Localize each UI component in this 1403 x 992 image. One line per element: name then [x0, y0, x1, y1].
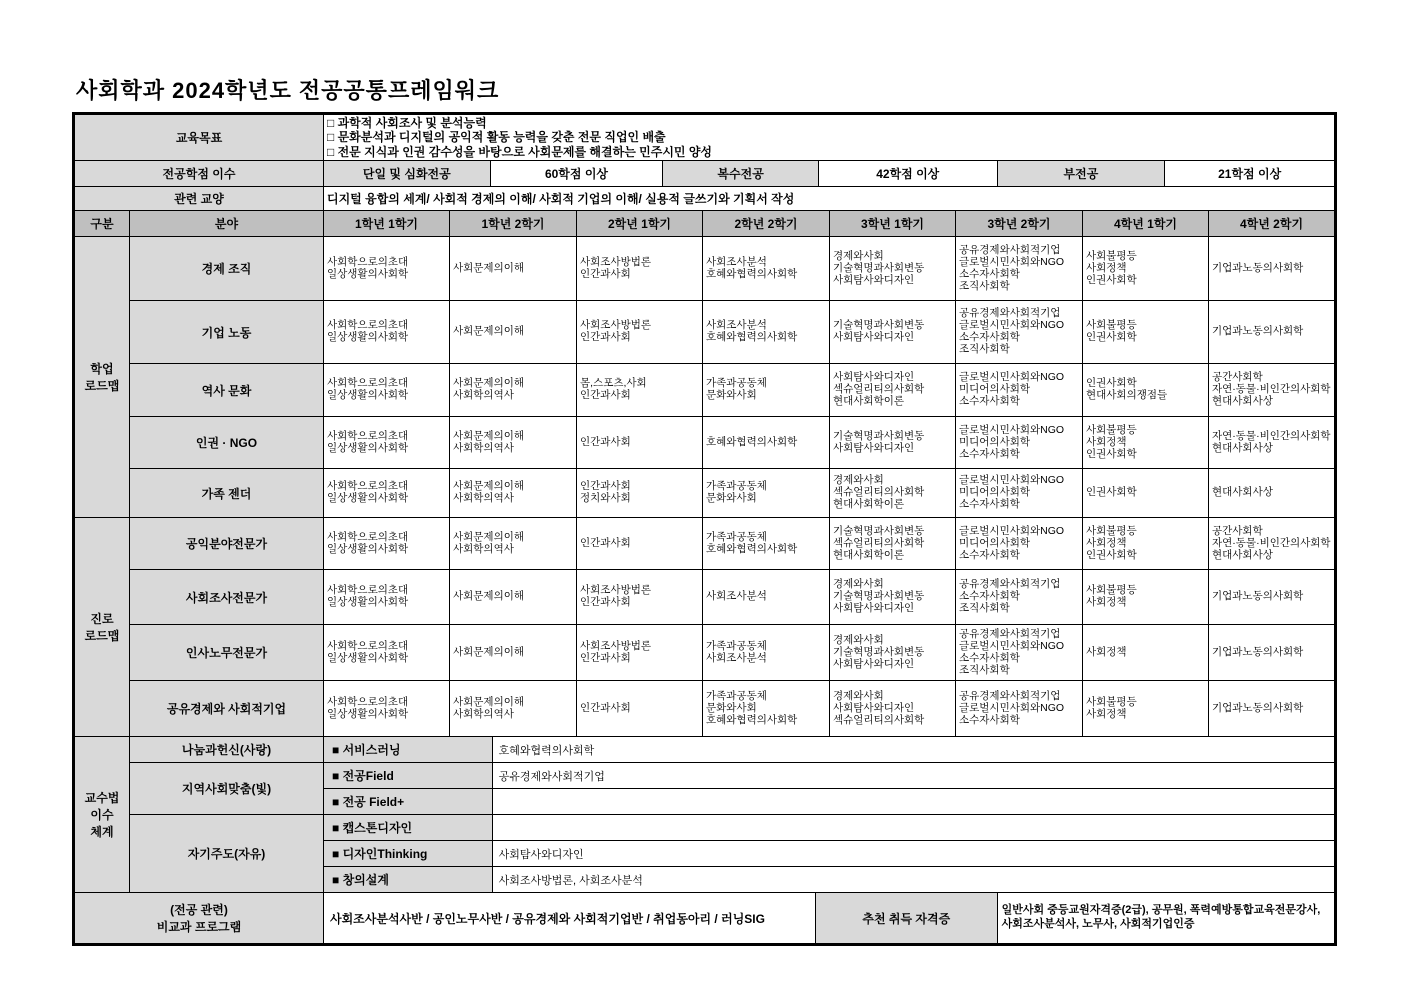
course-cell: 사회탐사와디자인 섹슈얼리티의사회학 현대사회학이론 — [830, 364, 956, 417]
credit-type-cell: 복수전공 — [662, 161, 818, 186]
credit-value-cell: 21학점 이상 — [1164, 161, 1334, 186]
field-label: 공익분야전문가 — [130, 518, 324, 570]
course-cell: 사회조사분석 호혜와협력의사회학 — [703, 301, 830, 364]
course-cell: 기업과노동의사회학 — [1209, 625, 1336, 681]
course-cell: 공간사회학 자연·동물·비인간의사회학 현대사회사상 — [1209, 518, 1336, 570]
course-cell: 사회불평등 사회정책 인권사회학 — [1083, 518, 1209, 570]
group-label-academic: 학업 로드맵 — [74, 237, 130, 518]
pedagogy-method: ■ 창의설계 — [324, 867, 492, 892]
pedagogy-category: 자기주도(자유) — [130, 815, 324, 893]
course-cell: 사회불평등 사회정책 — [1083, 570, 1209, 625]
course-cell: 인간과사회 — [577, 681, 703, 737]
group-label-career: 진로 로드맵 — [74, 518, 130, 737]
pedagogy-row — [324, 789, 1334, 814]
field-label: 역사 문화 — [130, 364, 324, 417]
course-cell: 사회문제의이해 — [450, 237, 577, 301]
pedagogy-row — [324, 867, 1334, 892]
edu-goal-label: 교육목표 — [74, 114, 324, 161]
course-cell: 사회조사방법론 인간과사회 — [577, 625, 703, 681]
course-cell: 인권사회학 — [1083, 469, 1209, 518]
course-cell: 가족과공동체 사회조사분석 — [703, 625, 830, 681]
document-title: 사회학과 2024학년도 전공공통프레임워크 — [76, 78, 500, 103]
course-cell: 공유경제와사회적기업 소수자사회학 조직사회학 — [956, 570, 1083, 625]
course-cell: 현대사회사상 — [1209, 469, 1336, 518]
course-cell: 인간과사회 정치와사회 — [577, 469, 703, 518]
col-header-sem: 4학년 2학기 — [1209, 211, 1336, 237]
course-cell: 사회학으로의초대 일상생활의사회학 — [324, 417, 450, 469]
col-header-sem: 3학년 1학기 — [830, 211, 956, 237]
course-cell: 경제와사회 기술혁명과사회변동 사회탐사와디자인 — [830, 237, 956, 301]
course-cell: 사회조사분석 호혜와협력의사회학 — [703, 237, 830, 301]
course-cell: 사회조사방법론 인간과사회 — [577, 301, 703, 364]
course-cell: 사회정책 — [1083, 625, 1209, 681]
group-label-pedagogy: 교수법 이수 체계 — [74, 737, 130, 893]
credits-label: 전공학점 이수 — [74, 161, 324, 187]
pedagogy-method: ■ 전공 Field+ — [324, 789, 492, 814]
pedagogy-content — [492, 815, 1334, 840]
course-cell: 기술혁명과사회변동 사회탐사와디자인 — [830, 417, 956, 469]
course-cell: 경제와사회 기술혁명과사회변동 사회탐사와디자인 — [830, 570, 956, 625]
course-cell: 공유경제와사회적기업 글로벌시민사회와NGO 소수자사회학 조직사회학 — [956, 237, 1083, 301]
course-cell: 사회학으로의초대 일상생활의사회학 — [324, 364, 450, 417]
field-label: 인권 · NGO — [130, 417, 324, 469]
course-cell: 가족과공동체 호혜와협력의사회학 — [703, 518, 830, 570]
pedagogy-content: 사회조사방법론, 사회조사분석 — [492, 867, 1334, 892]
course-cell: 사회불평등 인권사회학 — [1083, 301, 1209, 364]
course-cell: 사회문제의이해 사회학의역사 — [450, 518, 577, 570]
col-header-field: 분야 — [130, 211, 324, 237]
course-cell: 사회문제의이해 사회학의역사 — [450, 469, 577, 518]
course-cell: 호혜와협력의사회학 — [703, 417, 830, 469]
field-label: 가족 젠더 — [130, 469, 324, 518]
course-cell: 사회학으로의초대 일상생활의사회학 — [324, 469, 450, 518]
extracurricular-label: (전공 관련) 비교과 프로그램 — [74, 893, 324, 945]
course-cell: 공유경제와사회적기업 글로벌시민사회와NGO 소수자사회학 조직사회학 — [956, 625, 1083, 681]
pedagogy-content: 호혜와협력의사회학 — [492, 737, 1334, 762]
course-cell: 사회문제의이해 — [450, 625, 577, 681]
course-cell: 경제와사회 기술혁명과사회변동 사회탐사와디자인 — [830, 625, 956, 681]
pedagogy-row — [324, 815, 1334, 840]
course-cell: 사회조사방법론 인간과사회 — [577, 237, 703, 301]
course-cell: 기업과노동의사회학 — [1209, 570, 1336, 625]
pedagogy-category: 지역사회맞춤(빛) — [130, 763, 324, 815]
course-cell: 사회조사분석 — [703, 570, 830, 625]
credit-value-cell: 42학점 이상 — [818, 161, 997, 186]
course-cell: 자연·동물·비인간의사회학 현대사회사상 — [1209, 417, 1336, 469]
course-cell: 사회학으로의초대 일상생활의사회학 — [324, 570, 450, 625]
course-cell: 글로벌시민사회와NGO 미디어의사회학 소수자사회학 — [956, 417, 1083, 469]
course-cell: 사회불평등 사회정책 — [1083, 681, 1209, 737]
col-header-sem: 2학년 1학기 — [577, 211, 703, 237]
course-cell: 글로벌시민사회와NGO 미디어의사회학 소수자사회학 — [956, 518, 1083, 570]
liberal-label: 관련 교양 — [74, 187, 324, 211]
course-cell: 사회문제의이해 사회학의역사 — [450, 364, 577, 417]
course-cell: 사회문제의이해 — [450, 570, 577, 625]
field-label: 공유경제와 사회적기업 — [130, 681, 324, 737]
course-cell: 사회학으로의초대 일상생활의사회학 — [324, 237, 450, 301]
course-cell: 사회문제의이해 — [450, 301, 577, 364]
pedagogy-method: ■ 디자인Thinking — [324, 841, 492, 866]
course-cell: 사회학으로의초대 일상생활의사회학 — [324, 625, 450, 681]
pedagogy-content: 사회탐사와디자인 — [492, 841, 1334, 866]
credit-type-cell: 단일 및 심화전공 — [324, 161, 490, 186]
course-cell: 사회학으로의초대 일상생활의사회학 — [324, 681, 450, 737]
field-label: 인사노무전문가 — [130, 625, 324, 681]
course-cell: 기술혁명과사회변동 사회탐사와디자인 — [830, 301, 956, 364]
course-cell: 공유경제와사회적기업 글로벌시민사회와NGO 소수자사회학 — [956, 681, 1083, 737]
course-cell: 기술혁명과사회변동 섹슈얼리티의사회학 현대사회학이론 — [830, 518, 956, 570]
pedagogy-content — [492, 789, 1334, 814]
course-cell: 공유경제와사회적기업 글로벌시민사회와NGO 소수자사회학 조직사회학 — [956, 301, 1083, 364]
cert-content: 일반사회 중등교원자격증(2급), 공무원, 폭력예방통합교육전문강사, 사회조사분석사, 노무사, 사회적기업인증 — [997, 893, 1334, 943]
course-cell: 인간과사회 — [577, 518, 703, 570]
course-cell: 가족과공동체 문화와사회 — [703, 469, 830, 518]
course-cell: 사회학으로의초대 일상생활의사회학 — [324, 518, 450, 570]
credit-type-cell: 부전공 — [997, 161, 1165, 186]
col-header-sem: 4학년 1학기 — [1083, 211, 1209, 237]
course-cell: 기업과노동의사회학 — [1209, 301, 1336, 364]
course-cell: 사회조사방법론 인간과사회 — [577, 570, 703, 625]
course-cell: 사회불평등 사회정책 인권사회학 — [1083, 417, 1209, 469]
course-cell: 사회불평등 사회정책 인권사회학 — [1083, 237, 1209, 301]
extracurricular-programs: 사회조사분석사반 / 공인노무사반 / 공유경제와 사회적기업반 / 취업동아리 / 러닝SIG — [330, 911, 765, 926]
field-label: 기업 노동 — [130, 301, 324, 364]
pedagogy-method: ■ 전공Field — [324, 763, 492, 788]
pedagogy-row — [324, 763, 1334, 788]
course-cell: 경제와사회 섹슈얼리티의사회학 현대사회학이론 — [830, 469, 956, 518]
course-cell: 사회문제의이해 사회학의역사 — [450, 681, 577, 737]
credit-value-cell: 60학점 이상 — [490, 161, 663, 186]
col-header-gubun: 구분 — [74, 211, 130, 237]
edu-goal-content: □ 과학적 사회조사 및 분석능력 □ 문화분석과 디지털의 공익적 활동 능력을 갖춘 전문 직업인 배출 □ 전문 지식과 인권 감수성을 바탕으로 사회문제를 해결하는 민주시민 양성 — [324, 114, 1336, 161]
pedagogy-row — [324, 737, 1334, 762]
pedagogy-row — [324, 841, 1334, 866]
extracurricular-row — [324, 893, 1334, 943]
pedagogy-content: 공유경제와사회적기업 — [492, 763, 1334, 788]
col-header-sem: 2학년 2학기 — [703, 211, 830, 237]
col-header-sem: 1학년 2학기 — [450, 211, 577, 237]
credits-row — [324, 161, 1334, 186]
col-header-sem: 1학년 1학기 — [324, 211, 450, 237]
liberal-content: 디지털 융합의 세계/ 사회적 경제의 이해/ 사회적 기업의 이해/ 실용적 글쓰기와 기획서 작성 — [324, 187, 1336, 211]
field-label: 사회조사전문가 — [130, 570, 324, 625]
col-header-sem: 3학년 2학기 — [956, 211, 1083, 237]
course-cell: 글로벌시민사회와NGO 미디어의사회학 소수자사회학 — [956, 469, 1083, 518]
course-cell: 경제와사회 사회탐사와디자인 섹슈얼리티의사회학 — [830, 681, 956, 737]
course-cell: 기업과노동의사회학 — [1209, 681, 1336, 737]
pedagogy-method: ■ 캡스톤디자인 — [324, 815, 492, 840]
course-cell: 인권사회학 현대사회의쟁점들 — [1083, 364, 1209, 417]
course-cell: 기업과노동의사회학 — [1209, 237, 1336, 301]
course-cell: 글로벌시민사회와NGO 미디어의사회학 소수자사회학 — [956, 364, 1083, 417]
course-cell: 가족과공동체 문화와사회 — [703, 364, 830, 417]
framework-table — [72, 112, 1337, 946]
field-label: 경제 조직 — [130, 237, 324, 301]
course-cell: 공간사회학 자연·동물·비인간의사회학 현대사회사상 — [1209, 364, 1336, 417]
course-cell: 몸,스포츠,사회 인간과사회 — [577, 364, 703, 417]
course-cell: 가족과공동체 문화와사회 호혜와협력의사회학 — [703, 681, 830, 737]
course-cell: 사회문제의이해 사회학의역사 — [450, 417, 577, 469]
course-cell: 사회학으로의초대 일상생활의사회학 — [324, 301, 450, 364]
pedagogy-category: 나눔과헌신(사랑) — [130, 737, 324, 763]
course-cell: 인간과사회 — [577, 417, 703, 469]
cert-label: 추천 취득 자격증 — [815, 893, 997, 943]
pedagogy-method: ■ 서비스러닝 — [324, 737, 492, 762]
